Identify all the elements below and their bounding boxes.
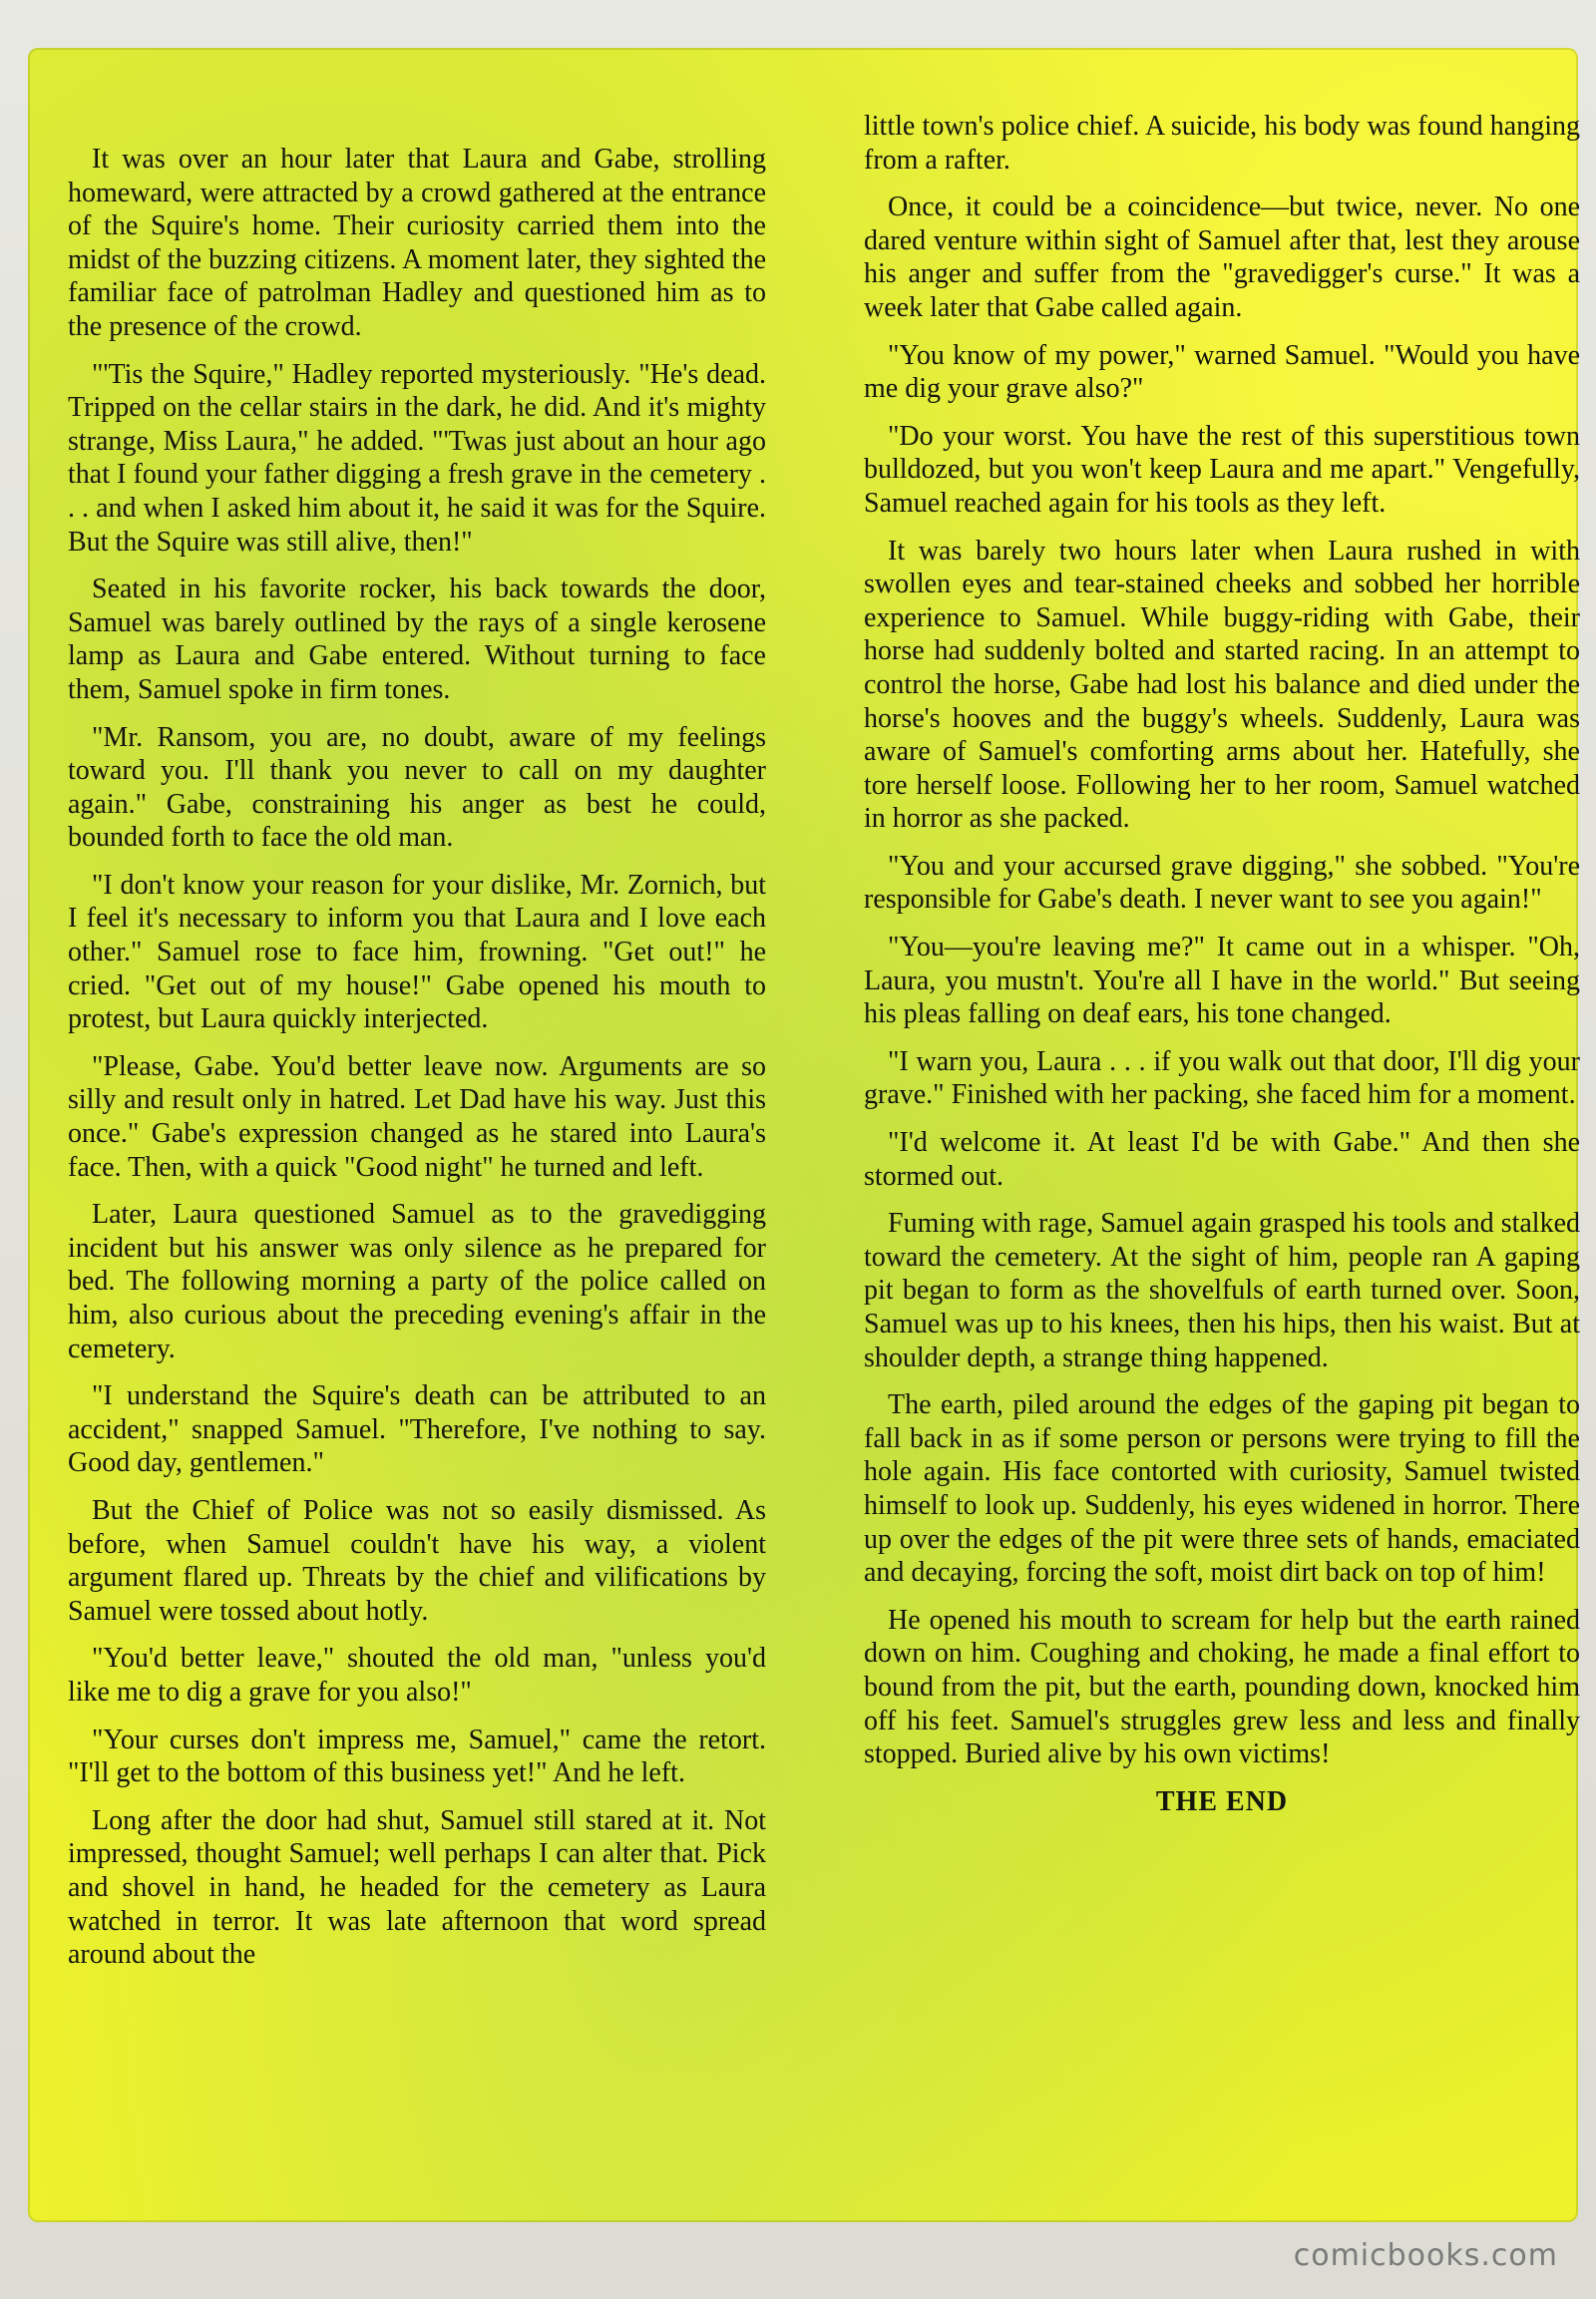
story-paragraph: Later, Laura questioned Samuel as to the gravedigging incident but his answer was only silence as he prepared for bed. The following morning a party of the police called on him, also curious about the preceding evening's affair in the cemetery. (68, 1199, 766, 1364)
site-watermark: comicbooks.com (1293, 2238, 1558, 2273)
story-paragraph: "Mr. Ransom, you are, no doubt, aware of my feelings toward you. I'll thank you never to call on my daughter again." Gabe, constraining his anger as best he could, bounded forth to face the old man. (68, 721, 766, 854)
left-text-column (68, 143, 766, 1986)
story-paragraph: It was barely two hours later when Laura rushed in with swollen eyes and tear-stained cheeks and sobbed her horrible experience to Samuel. While buggy-riding with Gabe, their horse had suddenly bolted and started racing. In an attempt to control the horse, Gabe had lost his balance and died under the horse's hooves and the buggy's wheels. Suddenly, Laura was aware of Samuel's comforting arms about her. Hatefully, she tore herself loose. Following her to her room, Samuel watched in horror as she packed. (864, 535, 1580, 835)
story-paragraph: "'Tis the Squire," Hadley reported mysteriously. "He's dead. Tripped on the cellar stairs in the dark, he did. And it's mighty strange, Miss Laura," he added. "'Twas just about an hour ago that I found your father digging a fresh grave in the cemetery . . . and when I asked him about it, he said it was for the Squire. But the Squire was still alive, then!" (68, 358, 766, 558)
story-paragraph: "I'd welcome it. At least I'd be with Gabe." And then she stormed out. (864, 1127, 1580, 1192)
story-paragraph: Fuming with rage, Samuel again grasped his tools and stalked toward the cemetery. At the sight of him, people ran A gaping pit began to form as the shovelfuls of earth turned over. Soon, Samuel was up to his knees, then his hips, then his waist. But at shoulder depth, a strange thing happened. (864, 1208, 1580, 1373)
story-paragraph-continued: little town's police chief. A suicide, his body was found hanging from a rafter. (864, 111, 1580, 176)
story-paragraph: "You—you're leaving me?" It came out in a whisper. "Oh, Laura, you mustn't. You're all I have in the world." But seeing his pleas falling on deaf ears, his tone changed. (864, 932, 1580, 1030)
story-paragraph: "I warn you, Laura . . . if you walk out that door, I'll dig your grave." Finished with her packing, she faced him for a moment. (864, 1045, 1580, 1111)
text-page-sheet (28, 48, 1578, 2222)
story-paragraph: "I don't know your reason for your dislike, Mr. Zornich, but I feel it's necessary to inform you that Laura and I love each other." Samuel rose to face him, frowning. "Get out!" he cried. "Get out of my house!" Gabe opened his mouth to protest, but Laura quickly interjected. (68, 869, 766, 1035)
story-paragraph: Once, it could be a coincidence—but twice, never. No one dared venture within sight of Samuel after that, lest they arouse his anger and suffer from the "gravedigger's curse." It was a week later that Gabe called again. (864, 192, 1580, 323)
the-end-label: THE END (1155, 1785, 1289, 1817)
story-paragraph: But the Chief of Police was not so easily dismissed. As before, when Samuel couldn't have his way, a violent argument flared up. Threats by the chief and vilifications by Samuel were tossed about hotly. (68, 1494, 766, 1627)
story-paragraph: The earth, piled around the edges of the gaping pit began to fall back in as if some person or persons were trying to fill the hole again. His face contorted with curiosity, Samuel twisted himself to look up. Suddenly, his eyes widened in horror. There up over the edges of the pit were three sets of hands, emaciated and decaying, forcing the soft, moist dirt back on top of him! (864, 1389, 1580, 1589)
story-paragraph: "You know of my power," warned Samuel. "Would you have me dig your grave also?" (864, 339, 1580, 405)
story-paragraph: "Please, Gabe. You'd better leave now. Arguments are so silly and result only in hatred. Let Dad have his way. Just this once." Gabe's expression changed as he stared into Laura's face. Then, with a quick "Good night" he turned and left. (68, 1050, 766, 1183)
story-paragraph: "I understand the Squire's death can be attributed to an accident," snapped Samuel. "Therefore, I've nothing to say. Good day, gentlemen." (68, 1380, 766, 1479)
story-paragraph: "You'd better leave," shouted the old man, "unless you'd like me to dig a grave for you also!" (68, 1643, 766, 1708)
story-paragraph: Seated in his favorite rocker, his back towards the door, Samuel was barely outlined by the rays of a single kerosene lamp as Laura and Gabe entered. Without turning to face them, Samuel spoke in firm tones. (68, 574, 766, 705)
right-text-column (864, 110, 1580, 1832)
story-paragraph: It was over an hour later that Laura and Gabe, strolling homeward, were attracted by a crowd gathered at the entrance of the Squire's home. Their curiosity carried them into the midst of the buzzing citizens. A moment later, they sighted the familiar face of patrolman Hadley and questioned him as to the presence of the crowd. (68, 144, 766, 342)
story-paragraph: "You and your accursed grave digging," she sobbed. "You're responsible for Gabe's death. I never want to see you again!" (864, 850, 1580, 916)
story-paragraph: "Do your worst. You have the rest of this superstitious town bulldozed, but you won't keep Laura and me apart." Vengefully, Samuel reached again for his tools as they left. (864, 420, 1580, 519)
story-paragraph: "Your curses don't impress me, Samuel," came the retort. "I'll get to the bottom of this business yet!" And he left. (68, 1724, 766, 1789)
story-paragraph: He opened his mouth to scream for help but the earth rained down on him. Coughing and choking, he made a final effort to bound from the pit, but the earth, pounding down, knocked him off his feet. Samuel's struggles grew less and less and finally stopped. Buried alive by his own victims! (864, 1604, 1580, 1770)
story-paragraph: Long after the door had shut, Samuel still stared at it. Not impressed, thought Samuel; well perhaps I can alter that. Pick and shovel in hand, he headed for the cemetery as Laura watched in terror. It was late afternoon that word spread around about the (68, 1804, 766, 1971)
